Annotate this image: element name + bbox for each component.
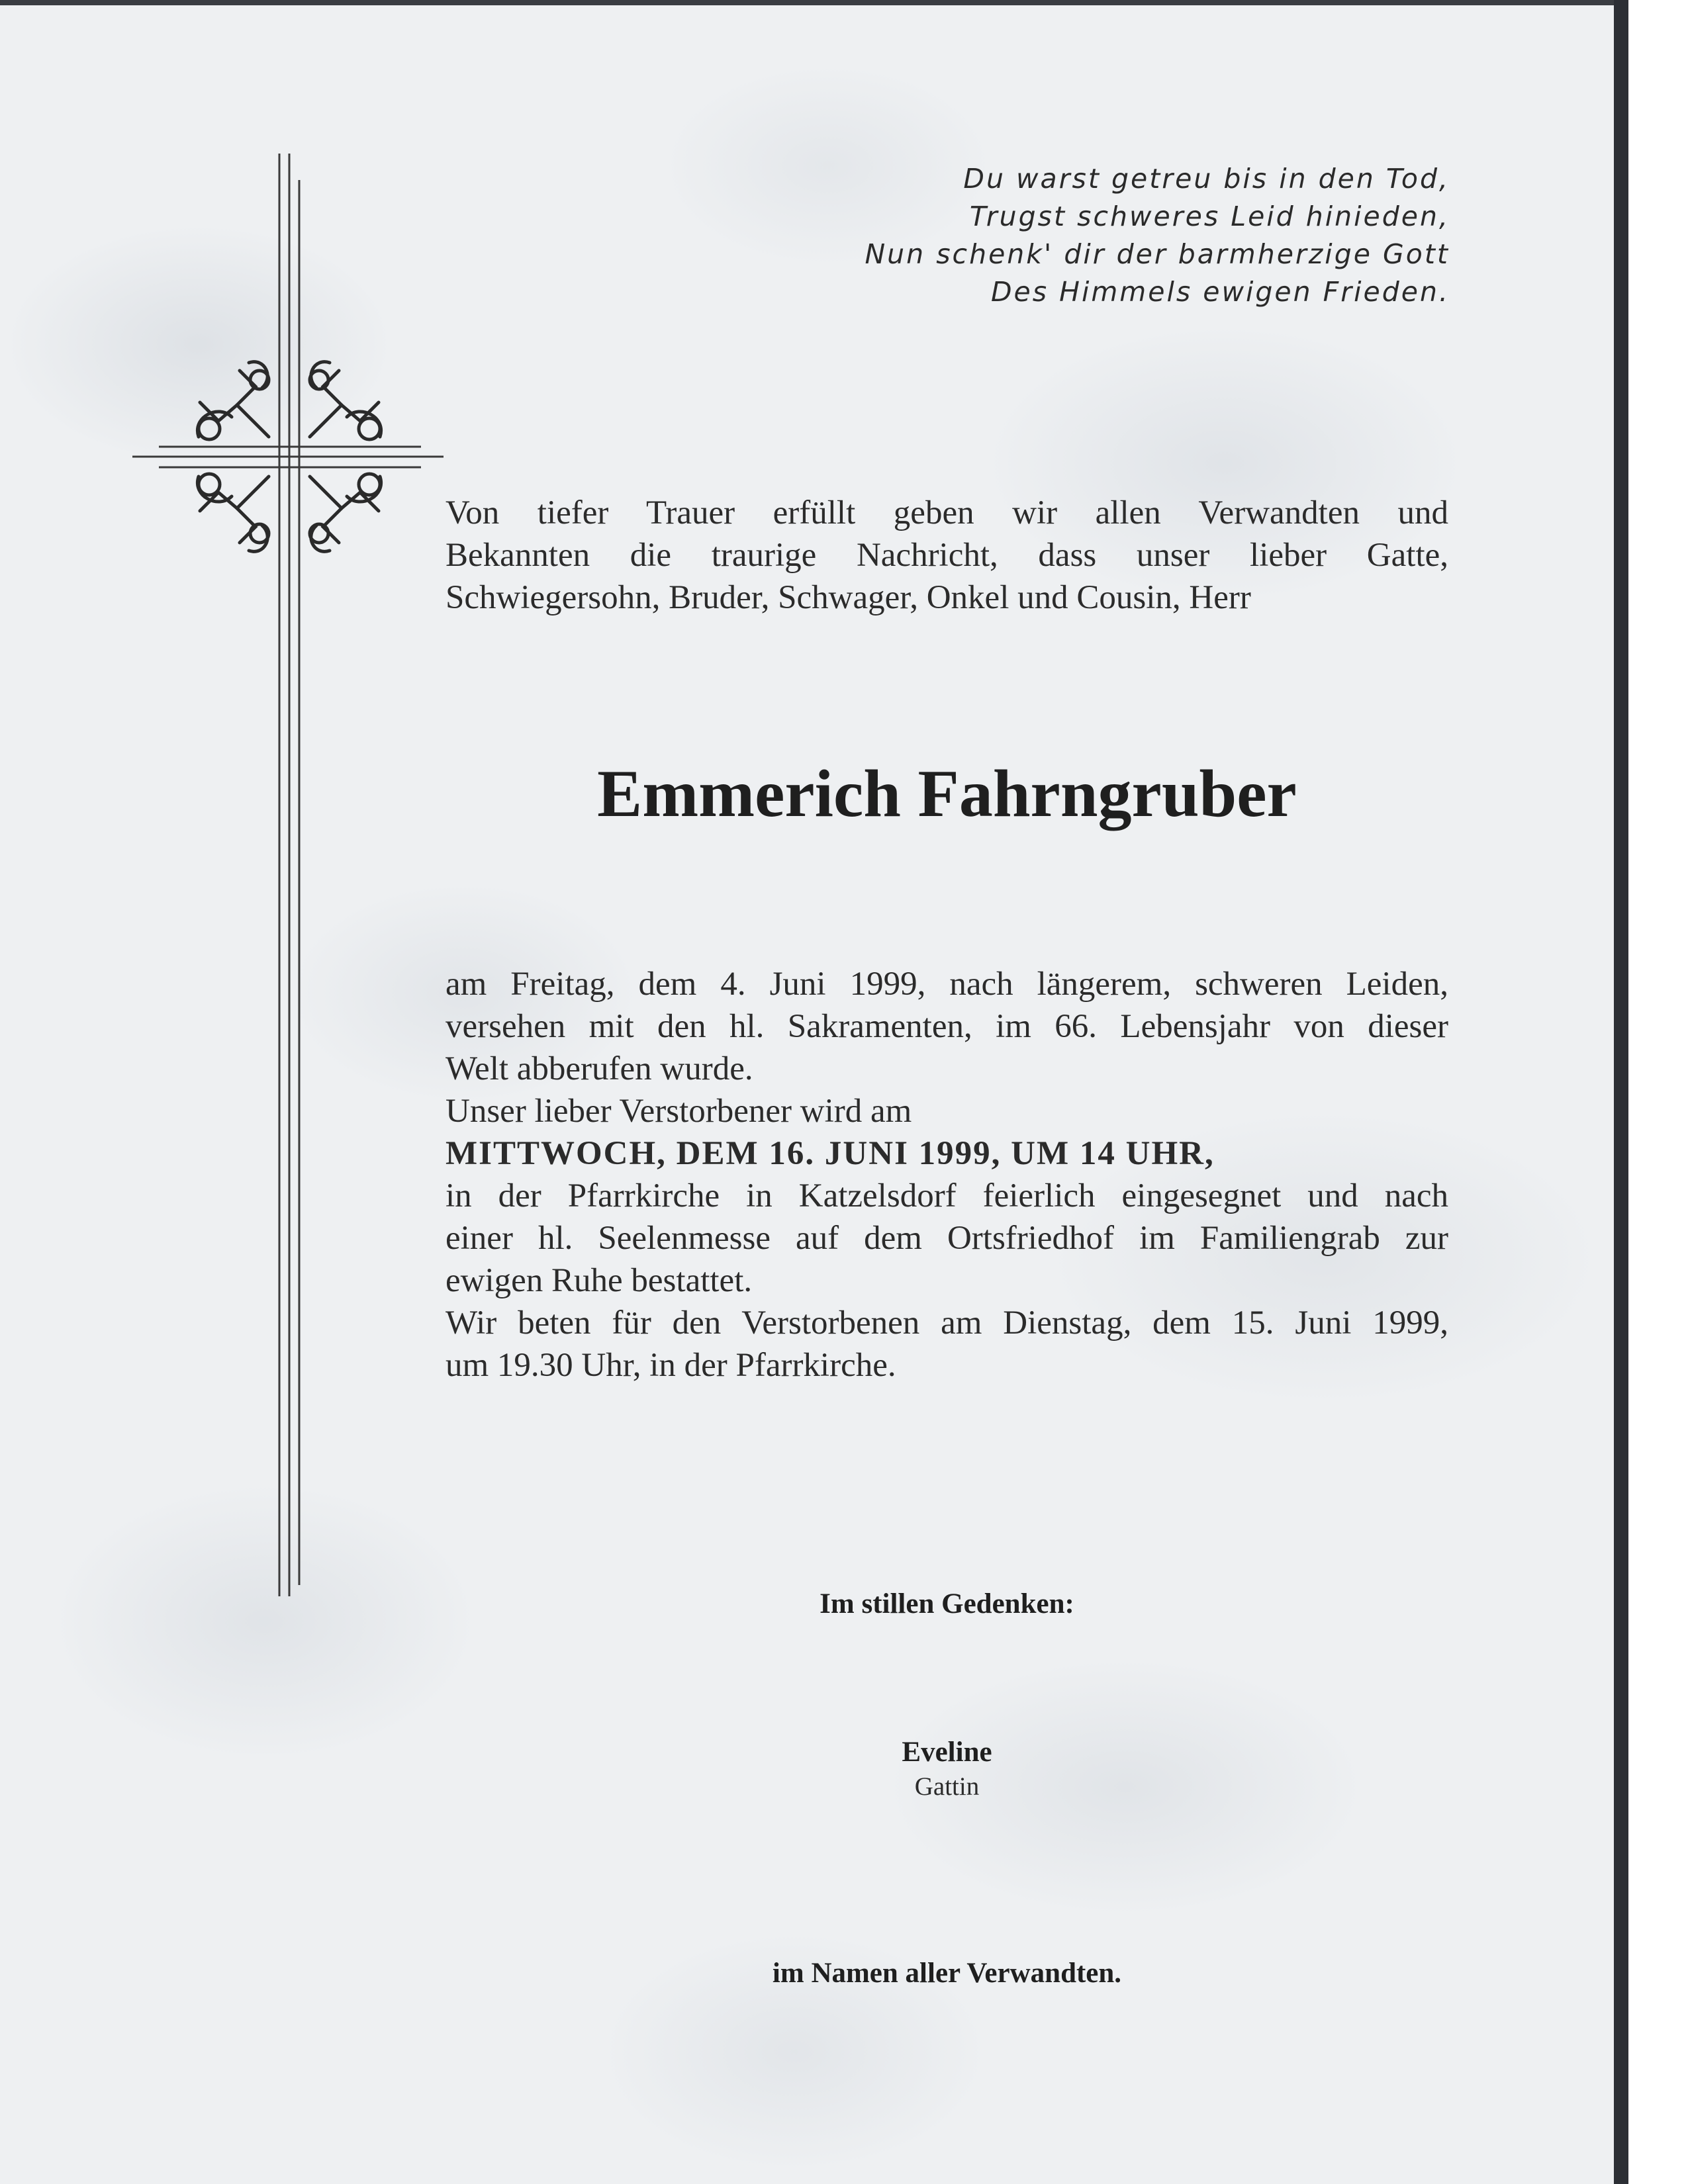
verse-line: Trugst schweres Leid hinieden, <box>969 201 1450 232</box>
verse-line: Du warst getreu bis in den Tod, <box>963 163 1450 195</box>
scan-right-edge <box>1614 0 1628 2184</box>
mourners-heading: Im stillen Gedenken: <box>820 1588 1074 1619</box>
body-line: um 19.30 Uhr, in der Pfarrkirche. <box>445 1347 896 1384</box>
body-line: Unser lieber Verstorbener wird am <box>445 1093 912 1130</box>
scan-top-edge <box>0 0 1618 5</box>
intro-paragraph <box>445 492 1448 619</box>
intro-line: Von tiefer Trauer erfüllt geben wir allen Verwandten und <box>445 494 1448 531</box>
body-line: Wir beten für den Verstorbenen am Dienstag, dem 15. Juni 1999, <box>445 1304 1448 1342</box>
closing-line: im Namen aller Verwandten. <box>772 1958 1122 1989</box>
body-line: versehen mit den hl. Sakramenten, im 66. Lebensjahr von dieser <box>445 1008 1448 1045</box>
mourner-relation: Gattin <box>914 1772 980 1801</box>
announcement-body <box>445 963 1448 1387</box>
body-line: in der Pfarrkirche in Katzelsdorf feierlich eingesegnet und nach <box>445 1177 1448 1214</box>
verse-line: Nun schenk' dir der barmherzige Gott <box>865 238 1450 270</box>
intro-line: Schwiegersohn, Bruder, Schwager, Onkel und Cousin, Herr <box>445 579 1251 616</box>
body-line: ewigen Ruhe bestattet. <box>445 1262 753 1299</box>
body-line: einer hl. Seelenmesse auf dem Ortsfriedhof im Familiengrab zur <box>445 1220 1448 1257</box>
deceased-name: Emmerich Fahrngruber <box>597 756 1297 831</box>
verse-block <box>589 160 1450 311</box>
mourner-name: Eveline <box>902 1737 992 1768</box>
funeral-date: MITTWOCH, DEM 16. JUNI 1999, UM 14 UHR, <box>445 1135 1215 1172</box>
intro-line: Bekannten die traurige Nachricht, dass unser lieber Gatte, <box>445 537 1448 574</box>
body-line: Welt abberufen wurde. <box>445 1050 753 1087</box>
verse-line: Des Himmels ewigen Frieden. <box>990 276 1450 308</box>
body-line: am Freitag, dem 4. Juni 1999, nach längerem, schweren Leiden, <box>445 966 1448 1003</box>
